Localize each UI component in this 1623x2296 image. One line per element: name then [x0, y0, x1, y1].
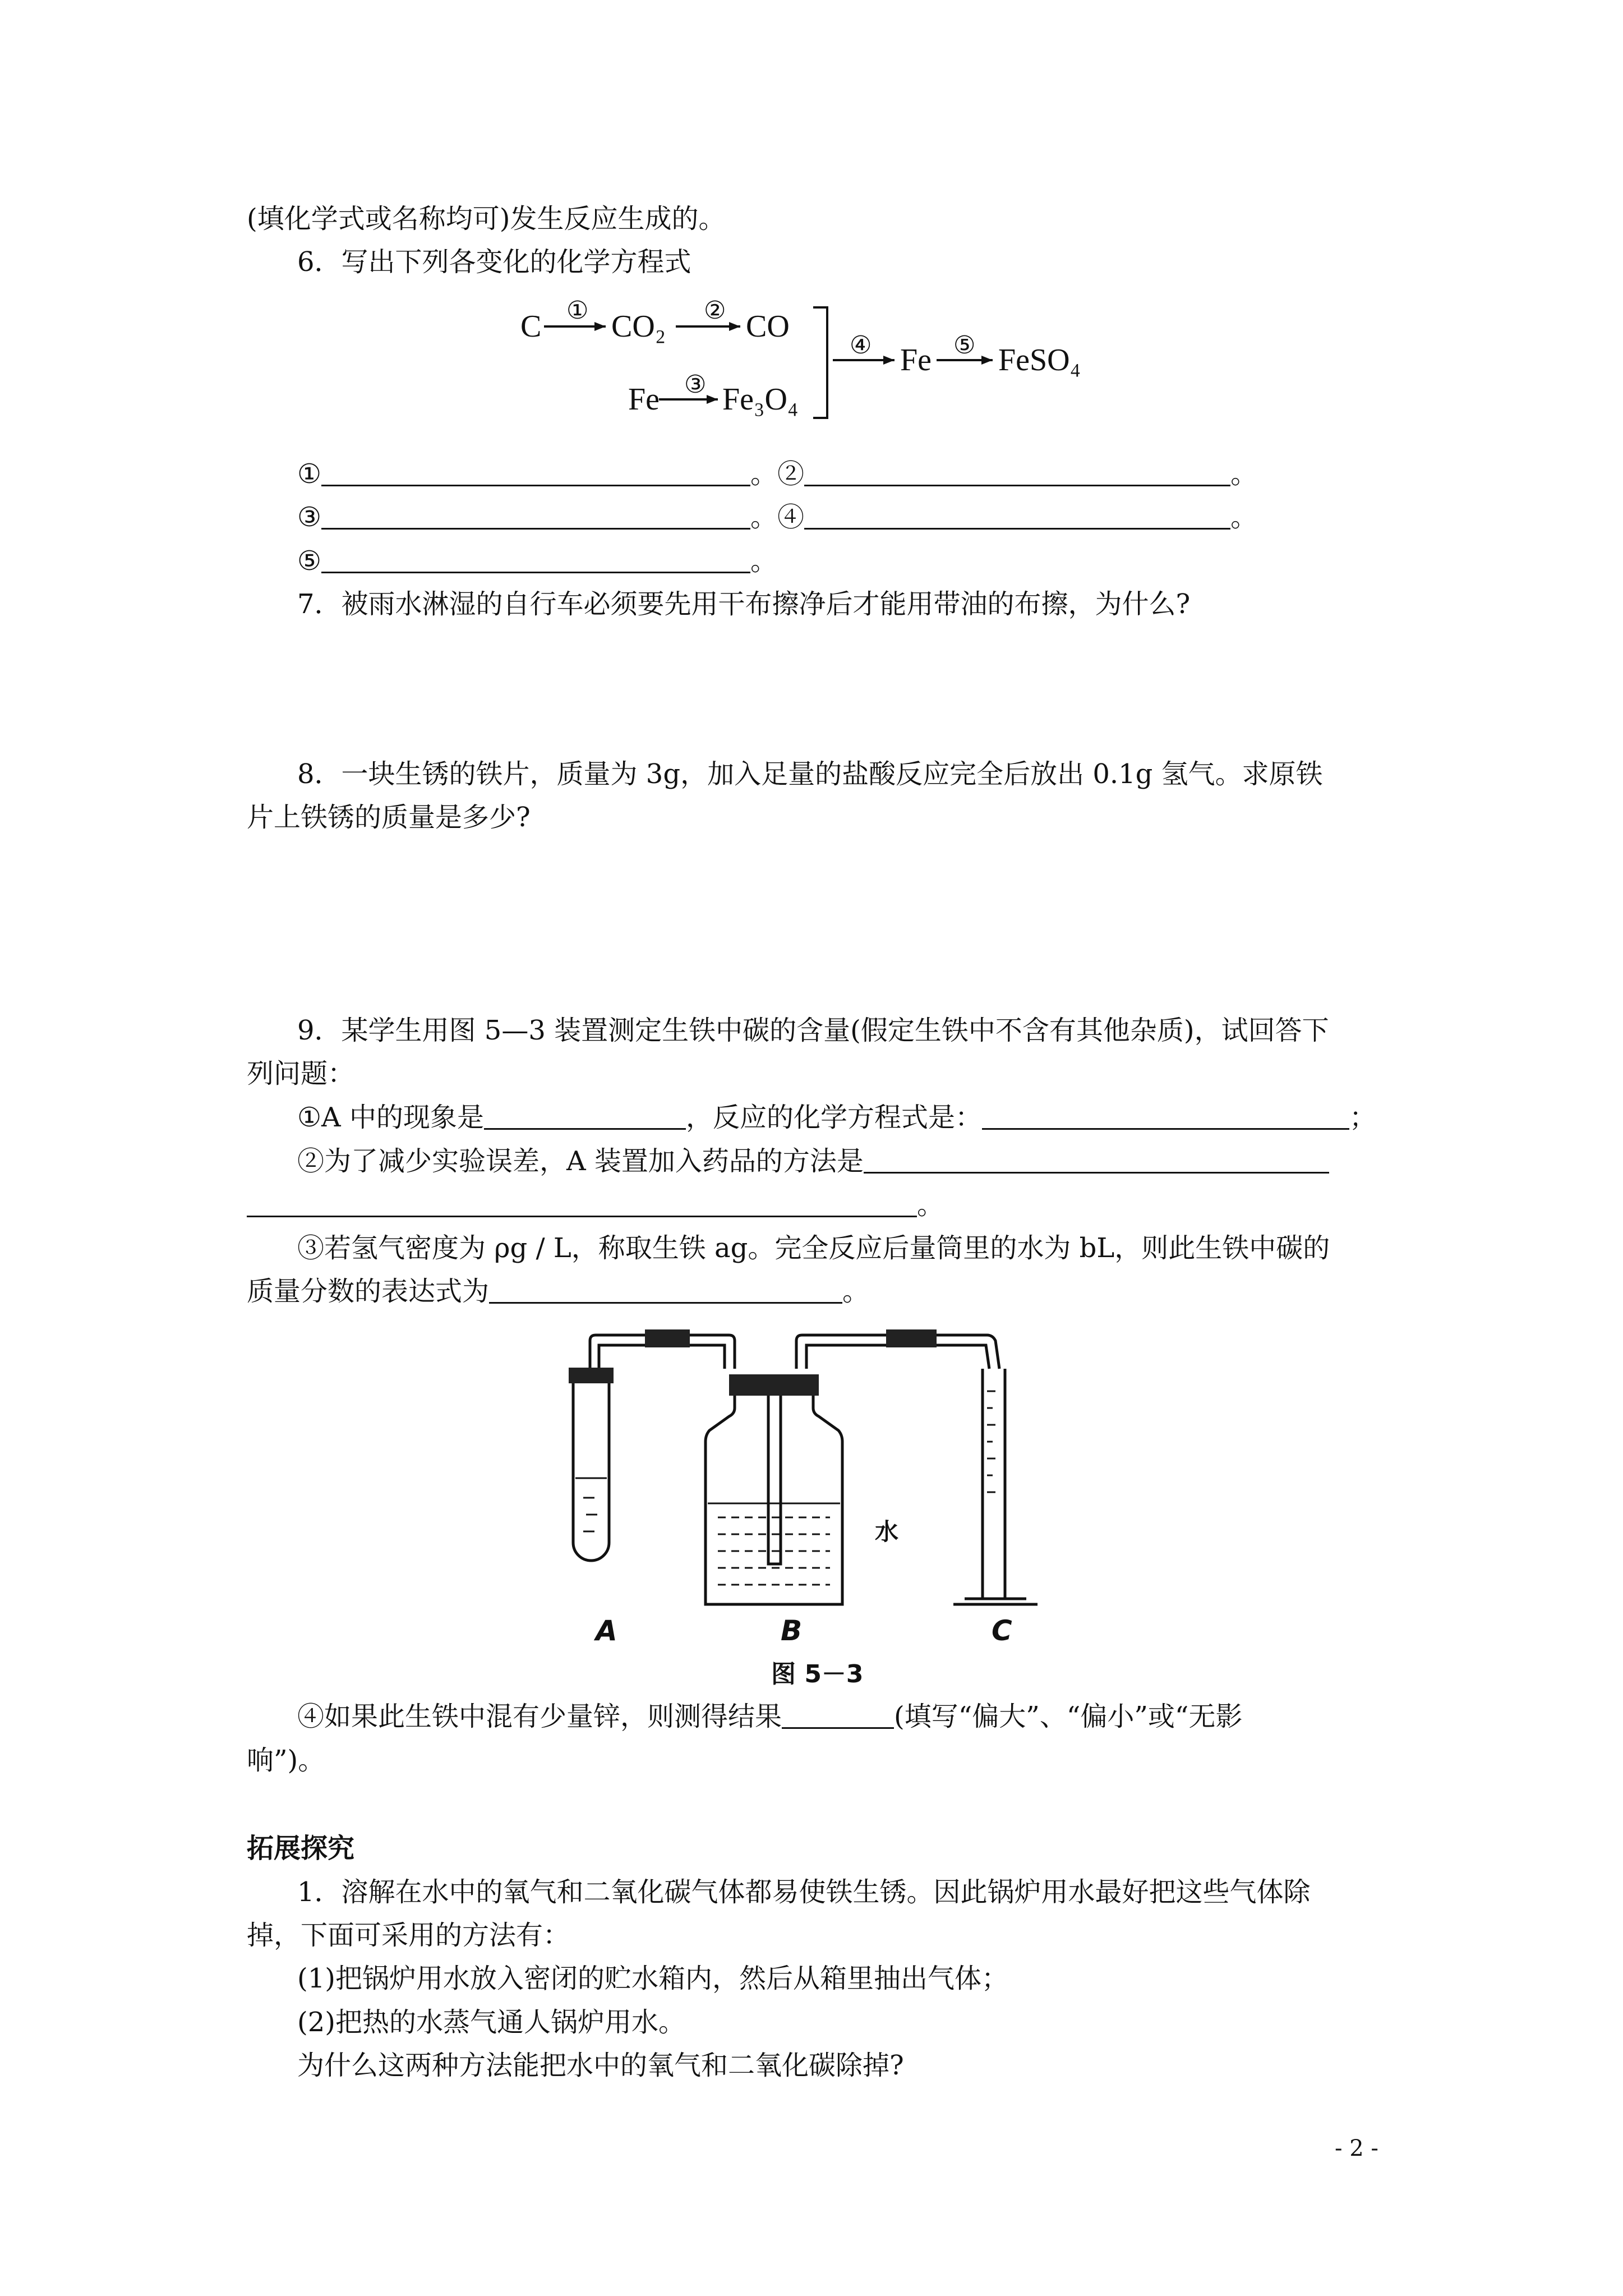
answer-5-label: ⑤ [297, 545, 322, 577]
answer-row-2: ③ 。④ 。 [297, 501, 1258, 533]
method-2: (2)把热的水蒸气通人锅炉用水。 [297, 2007, 685, 2038]
method-blank-1[interactable] [864, 1147, 1329, 1174]
question-7: 7．被雨水淋湿的自行车必须要先用干布擦净后才能用带油的布擦，为什么? [297, 588, 1191, 620]
answer-row-3: ⑤ 。 [297, 545, 778, 577]
question-9-cont: 列问题： [247, 1058, 355, 1089]
step-2-label: ② [704, 297, 726, 324]
extension-question-1-cont: 掉，下面可采用的方法有： [247, 1920, 570, 1951]
scheme-fe-product: Fe [900, 343, 932, 378]
question-9-part-4: ④如果此生铁中混有少量锌，则测得结果 (填写“偏大”、“偏小”或“无影 [297, 1701, 1243, 1732]
answer-3-blank[interactable] [321, 503, 750, 530]
question-9-part-2: ②为了减少实验误差，A 装置加入药品的方法是 [297, 1144, 1329, 1178]
phenomenon-blank[interactable] [484, 1103, 686, 1130]
page-number: - 2 - [1335, 2136, 1378, 2161]
answer-2-label: ② [777, 458, 805, 490]
apparatus-figure [561, 1324, 1066, 1616]
text-line: (填化学式或名称均可)发生反应生成的。 [247, 203, 726, 234]
figure-caption: 图 5－3 [771, 1660, 864, 1688]
scheme-feso4: FeSO₄ [998, 343, 1081, 378]
equation-blank[interactable] [982, 1103, 1349, 1130]
answer-4-blank[interactable] [804, 503, 1230, 530]
step-1-label: ① [566, 297, 589, 324]
question-8: 8．一块生锈的铁片，质量为 3g，加入足量的盐酸反应完全后放出 0.1g 氢气。求原铁 [297, 758, 1323, 790]
answer-2-blank[interactable] [804, 460, 1230, 486]
expression-blank[interactable] [489, 1277, 842, 1304]
answer-row-1: ① 。② 。 [297, 458, 1258, 490]
method-1: (1)把锅炉用水放入密闭的贮水箱内，然后从箱里抽出气体； [297, 1963, 1008, 1994]
step-4-label: ④ [850, 332, 872, 359]
answer-1-blank[interactable] [321, 460, 750, 486]
question-8-cont: 片上铁锈的质量是多少? [247, 802, 531, 833]
question-9-part-2-cont: 。 [247, 1188, 944, 1222]
step-3-label: ③ [684, 371, 707, 398]
figure-label-a: A [596, 1614, 617, 1647]
answer-3-label: ③ [297, 501, 322, 533]
scheme-co2: CO₂ [611, 309, 666, 344]
water-label: 水 [875, 1518, 899, 1545]
answer-5-blank[interactable] [321, 547, 750, 573]
extension-question-1-ask: 为什么这两种方法能把水中的氧气和二氧化碳除掉? [297, 2050, 904, 2081]
answer-4-label: ④ [777, 501, 805, 533]
question-9-part-4-cont: 响”)。 [247, 1745, 325, 1776]
reaction-scheme [516, 292, 1133, 426]
result-blank[interactable] [782, 1703, 894, 1729]
question-9-part-3: ③若氢气密度为 ρg / L，称取生铁 ag。完全反应后量筒里的水为 bL，则此生铁中碳的 [297, 1232, 1330, 1264]
question-9-part-1: ①A 中的现象是 ，反应的化学方程式是： ； [297, 1102, 1376, 1133]
answer-1-label: ① [297, 458, 322, 490]
figure-label-c: C [992, 1614, 1012, 1647]
scheme-fe3o4: Fe₃O₄ [722, 382, 799, 417]
section-heading: 拓展探究 [247, 1833, 355, 1864]
question-6: 6．写出下列各变化的化学方程式 [297, 246, 691, 278]
scheme-co: CO [746, 309, 790, 344]
question-9-part-3-cont: 质量分数的表达式为 。 [247, 1276, 870, 1307]
method-blank-2[interactable] [247, 1191, 917, 1217]
figure-label-b: B [781, 1614, 803, 1647]
extension-question-1: 1．溶解在水中的氧气和二氧化碳气体都易使铁生锈。因此锅炉用水最好把这些气体除 [297, 1876, 1311, 1908]
question-9: 9．某学生用图 5—3 装置测定生铁中碳的含量(假定生铁中不含有其他杂质)，试回答下 [297, 1015, 1329, 1046]
step-5-label: ⑤ [953, 332, 976, 359]
scheme-fe: Fe [628, 382, 660, 417]
scheme-c: C [520, 309, 542, 344]
